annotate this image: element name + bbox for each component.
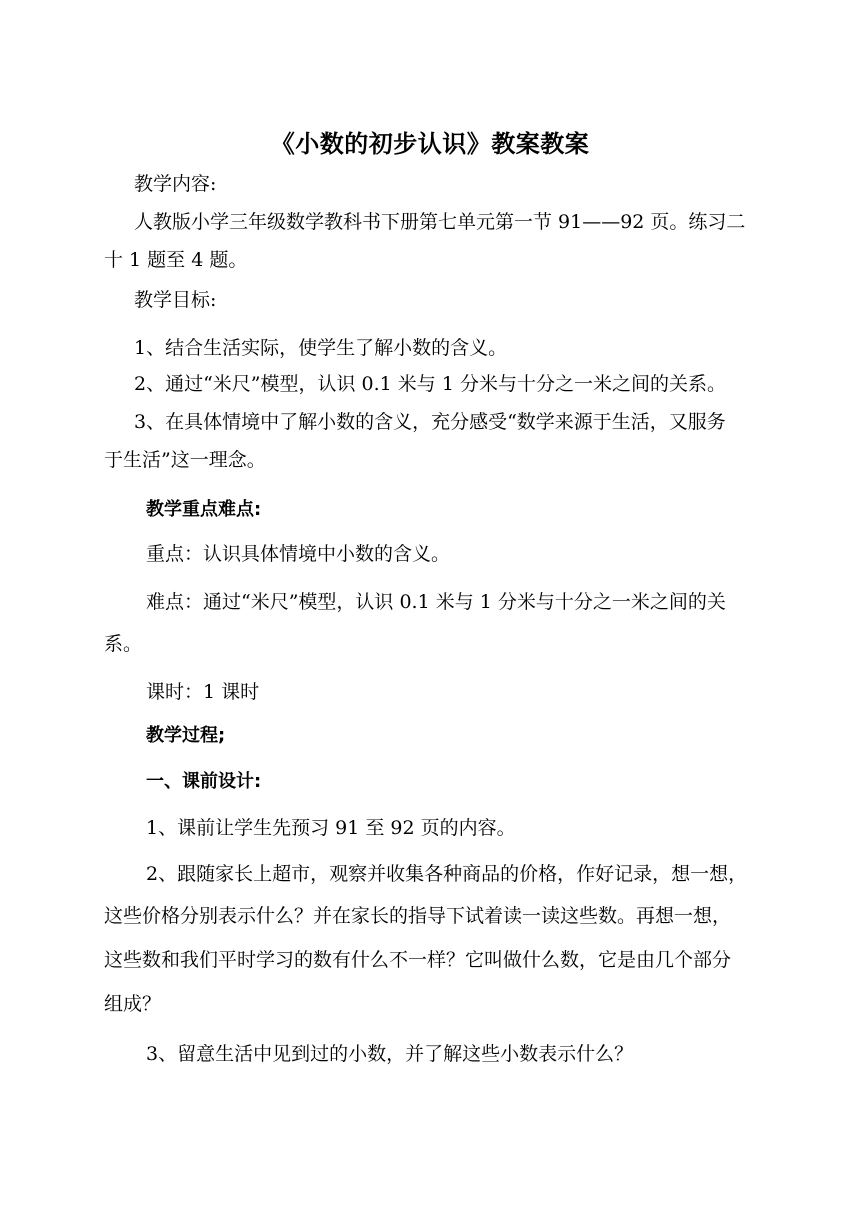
list-item: 3、在具体情境中了解小数的含义，充分感受“数学来源于生活，又服务 [134, 411, 726, 433]
list-item: 1、课前让学生先预习 91 至 92 页的内容。 [146, 817, 516, 839]
paragraph-line: 人教版小学三年级数学教科书下册第七单元第一节 91——92 页。练习二 [134, 211, 746, 233]
section-heading-process: 教学过程; [146, 725, 226, 746]
paragraph-line: 十 1 题至 4 题。 [104, 249, 248, 271]
list-item: 2、跟随家长上超市，观察并收集各种商品的价格，作好记录，想一想， [146, 863, 748, 885]
document-title: 《小数的初步认识》教案教案 [270, 130, 590, 158]
paragraph-line: 课时：1 课时 [146, 681, 260, 703]
paragraph-line: 组成？ [104, 993, 162, 1015]
paragraph-line: 于生活”这一理念。 [104, 449, 266, 471]
section-heading-pre-class: 一、课前设计: [146, 771, 262, 792]
paragraph-line: 重点：认识具体情境中小数的含义。 [146, 543, 451, 565]
section-label-goals: 教学目标: [134, 289, 217, 311]
section-heading-key-points: 教学重点难点: [146, 499, 262, 520]
paragraph-line: 这些价格分别表示什么？并在家长的指导下试着读一读这些数。再想一想， [104, 905, 732, 927]
list-item: 2、通过“米尺”模型，认识 0.1 米与 1 分米与十分之一米之间的关系。 [134, 373, 726, 395]
list-item: 1、结合生活实际，使学生了解小数的含义。 [134, 337, 508, 359]
paragraph-line: 难点：通过“米尺”模型，认识 0.1 米与 1 分米与十分之一米之间的关 [146, 591, 726, 613]
list-item: 3、留意生活中见到过的小数，并了解这些小数表示什么？ [146, 1043, 634, 1065]
paragraph-line: 系。 [104, 633, 143, 655]
section-label-content: 教学内容: [134, 173, 217, 195]
paragraph-line: 这些数和我们平时学习的数有什么不一样？它叫做什么数，它是由几个部分 [104, 949, 732, 971]
